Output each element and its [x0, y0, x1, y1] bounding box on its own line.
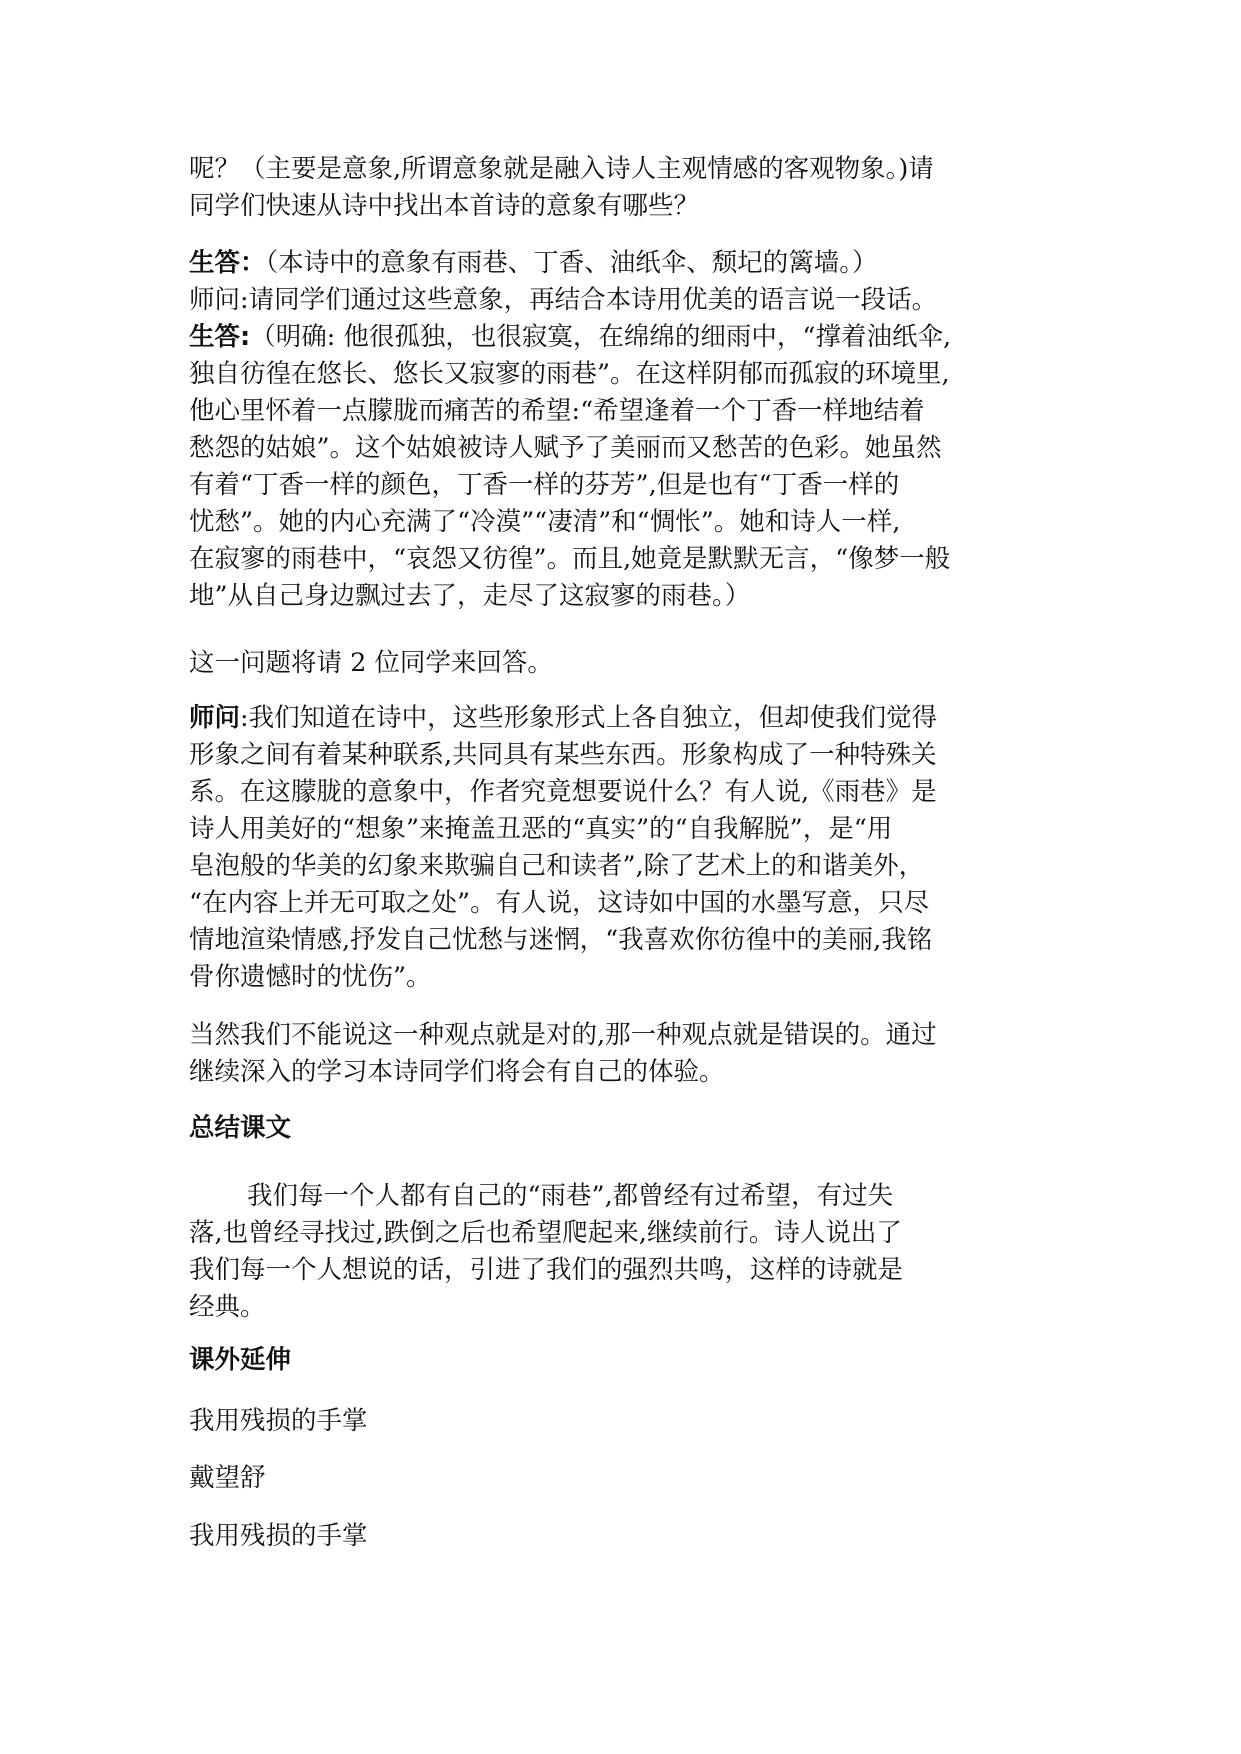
text-line: 有着“丁香一样的颜色，丁香一样的芬芳”,但是也有“丁香一样的 [189, 470, 900, 500]
paragraph-student-answer [189, 245, 1059, 615]
text-line: “在内容上并无可取之处”。有人说，这诗如中国的水墨写意，只尽 [189, 888, 930, 918]
text-line [189, 319, 1059, 356]
text-line: 师问:请同学们通过这些意象，再结合本诗用优美的语言说一段话。 [189, 285, 938, 315]
text-line [189, 245, 1059, 282]
section-heading-summary: 总结课文 [189, 1113, 292, 1143]
paragraph-summary [189, 1178, 1059, 1326]
text-line: 我用残损的手掌 [189, 1406, 368, 1436]
text-line: 独自彷徨在悠长、悠长又寂寥的雨巷”。在这样阴郁而孤寂的环境里, [189, 359, 950, 389]
text-line: 这一问题将请 2 位同学来回答。 [189, 648, 553, 678]
text-line: 形象之间有着某种联系,共同具有某些东西。形象构成了一种特殊关 [189, 740, 937, 770]
text-line: 呢？（主要是意象,所谓意象就是融入诗人主观情感的客观物象。)请 [189, 154, 934, 184]
text-line: 地”从自己身边飘过去了，走尽了这寂寥的雨巷。） [189, 581, 751, 611]
poem-author [189, 1460, 1059, 1497]
text-line: 忧愁”。她的内心充满了“冷漠”“凄清”和“惆怅”。她和诗人一样, [189, 507, 901, 537]
speaker-label: 师问 [189, 703, 241, 733]
text-line: 皂泡般的华美的幻象来欺骗自己和读者”,除了艺术上的和谐美外， [189, 851, 925, 881]
text-line: 我们每一个人想说的话，引进了我们的强烈共鸣，这样的诗就是 [189, 1255, 904, 1285]
paragraph-question-intro [189, 151, 1059, 225]
text-line: 他心里怀着一点朦胧而痛苦的希望:“希望逢着一个丁香一样地结着 [189, 396, 925, 426]
text-line: 诗人用美好的“想象”来掩盖丑恶的“真实”的“自我解脱”，是“用 [189, 814, 893, 844]
question-text: :我们知道在诗中，这些形象形式上各自独立，但却使我们觉得 [240, 703, 938, 733]
paragraph-note [189, 645, 1059, 682]
text-line: 在寂寥的雨巷中，“哀怨又彷徨”。而且,她竟是默默无言，“像梦一般 [189, 544, 951, 574]
paragraph-teacher-question [189, 700, 1059, 996]
text-line: 经典。 [189, 1292, 266, 1322]
text-line: 我们每一个人都有自己的“雨巷”,都曾经有过希望，有过失 [247, 1181, 894, 1211]
text-line: 系。在这朦胧的意象中，作者究竟想要说什么？有人说,《雨巷》是 [189, 777, 937, 807]
text-line: 骨你遗憾时的忧伤”。 [189, 962, 432, 992]
answer-text: （明确: 他很孤独，也很寂寞，在绵绵的细雨中，“撑着油纸伞, [250, 322, 952, 352]
speaker-label: 生答: [189, 322, 251, 352]
poem-title [189, 1403, 1059, 1440]
text-line: 当然我们不能说这一种观点就是对的,那一种观点就是错误的。通过 [189, 1020, 937, 1050]
text-line: 愁怨的姑娘”。这个姑娘被诗人赋予了美丽而又愁苦的色彩。她虽然 [189, 433, 942, 463]
text-line: 戴望舒 [189, 1463, 266, 1493]
answer-text: （本诗中的意象有雨巷、丁香、油纸伞、颓圮的篱墙。） [265, 248, 878, 278]
text-line: 落,也曾经寻找过,跌倒之后也希望爬起来,继续前行。诗人说出了 [189, 1218, 902, 1248]
text-line: 我用残损的手掌 [189, 1521, 368, 1551]
text-line: 继续深入的学习本诗同学们将会有自己的体验。 [189, 1057, 725, 1087]
speaker-label: 生答： [189, 248, 266, 278]
text-line: 情地渲染情感,抒发自己忧愁与迷惘，“我喜欢你彷徨中的美丽,我铭 [189, 925, 933, 955]
text-line [189, 700, 1059, 737]
section-heading-extension: 课外延伸 [189, 1345, 292, 1375]
poem-first-line [189, 1518, 1059, 1555]
paragraph-conclusion [189, 1017, 1059, 1091]
text-line: 同学们快速从诗中找出本首诗的意象有哪些？ [189, 191, 700, 221]
